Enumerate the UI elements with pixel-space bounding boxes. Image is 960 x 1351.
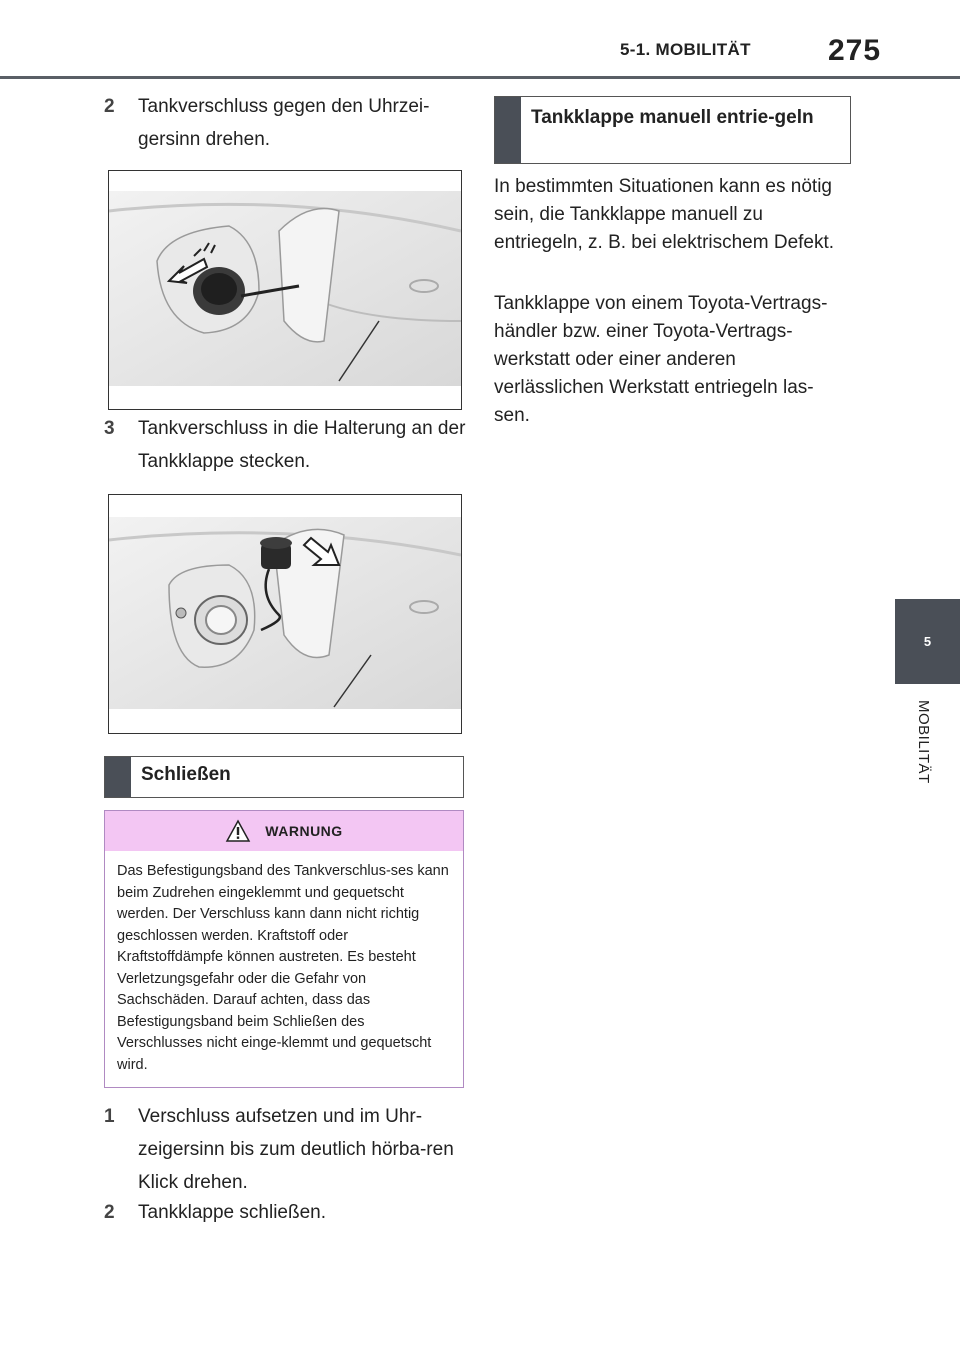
step-text: Verschluss aufsetzen und im Uhr-zeigersinn bis zum deutlich hörba-ren Klick drehen. <box>138 1106 454 1193</box>
chapter-tab[interactable] <box>895 599 960 684</box>
step-text: Tankverschluss gegen den Uhrzei-gersinn drehen. <box>138 96 430 150</box>
heading-accent-bar <box>105 757 131 797</box>
section-heading-manual-unlock <box>494 96 851 164</box>
step-number: 3 <box>104 418 115 439</box>
step-number: 1 <box>104 1106 115 1127</box>
figure-store-cap <box>108 494 462 734</box>
heading-accent-bar <box>495 97 521 163</box>
chapter-number: 5 <box>923 634 932 649</box>
warning-text: Das Befestigungsband des Tankverschlus-ses kann beim Zudrehen eingeklemmt und gequetscht werden. Der Verschluss kann dann nicht richtig geschlossen werden. Kraftstoff oder Kraftstoffdämpfe können austreten. Es besteht Verletzungsgefahr oder die Gefahr von Sachschäden. Darauf achten, dass das Befestigungsband beim Schließen des Verschlusses nicht einge-klemmt und gequetscht wird. <box>117 863 449 1073</box>
step-item <box>104 1196 468 1229</box>
step-item <box>104 1100 468 1199</box>
fuel-cap-holder-illustration <box>109 495 461 733</box>
warning-box <box>104 810 464 1088</box>
section-title: Tankklappe manuell entrie-geln <box>531 107 814 128</box>
fuel-cap-unscrew-illustration <box>109 171 461 409</box>
step-item <box>104 412 468 478</box>
step-number: 2 <box>104 96 115 117</box>
warning-title: WARNUNG <box>265 823 343 839</box>
page-number: 275 <box>828 34 882 67</box>
step-text: Tankverschluss in die Halterung an der Tankklappe stecken. <box>138 418 466 472</box>
figure-unscrew-cap <box>108 170 462 410</box>
header-divider <box>0 76 960 79</box>
paragraph: Tankklappe von einem Toyota-Vertrags-händler bzw. einer Toyota-Vertrags-werkstatt oder einer anderen verlässlichen Werkstatt entriegeln las-sen. <box>494 293 828 426</box>
section-title: Schließen <box>141 764 231 785</box>
step-number: 2 <box>104 1202 115 1223</box>
step-item <box>104 90 468 156</box>
section-heading-closing <box>104 756 464 798</box>
step-text: Tankklappe schließen. <box>138 1202 326 1223</box>
paragraph: In bestimmten Situationen kann es nötig sein, die Tankklappe manuell zu entriegeln, z. B. bei elektrischem Defekt. <box>494 176 835 253</box>
chapter-label: MOBILITÄT <box>915 700 932 784</box>
warning-header <box>105 811 463 851</box>
header-section-title: 5-1. MOBILITÄT <box>620 40 751 59</box>
warning-triangle-icon <box>225 819 251 843</box>
